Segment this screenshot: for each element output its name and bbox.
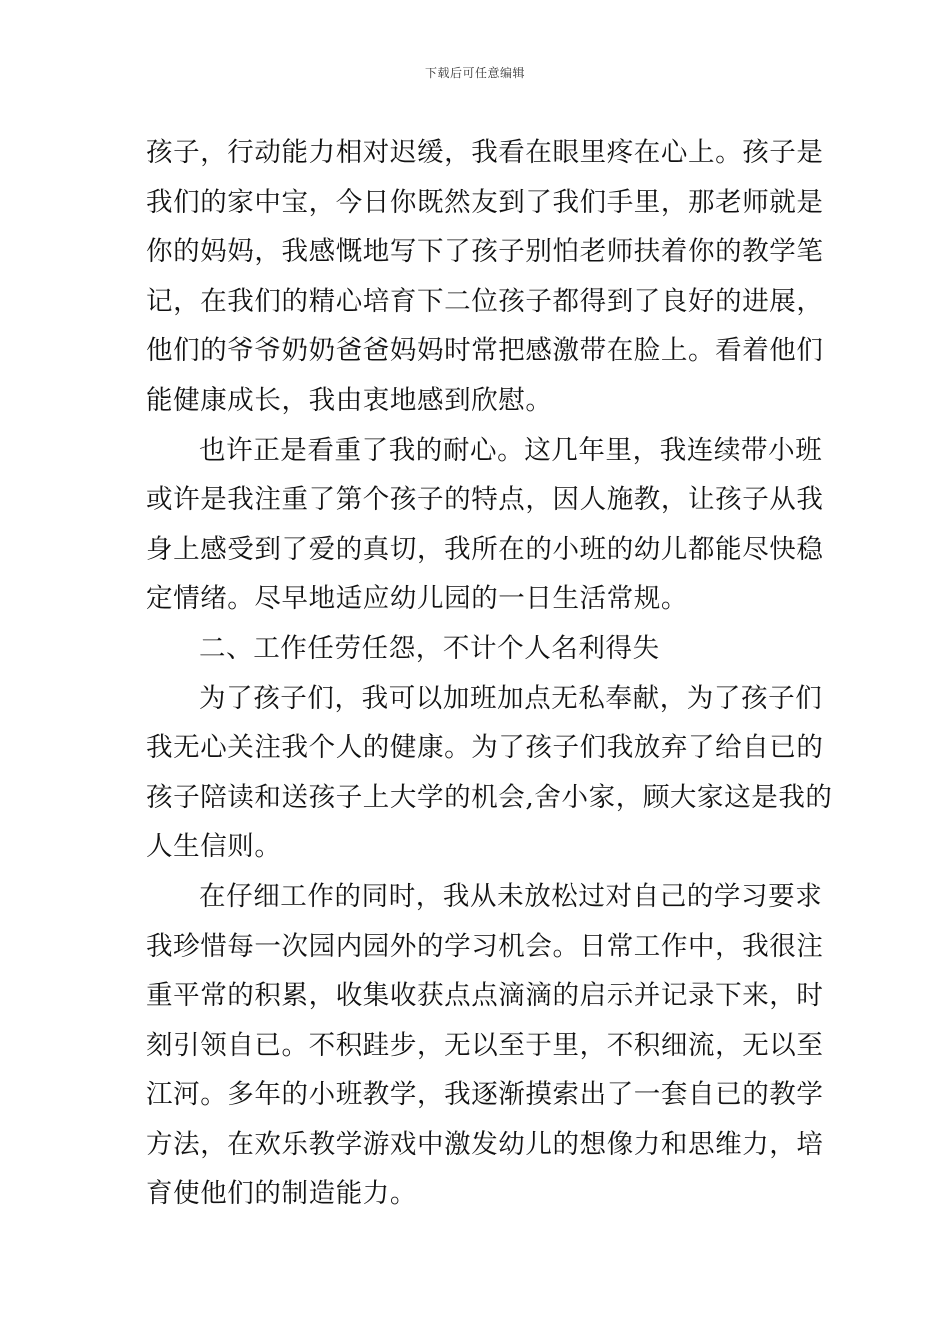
text-line: 育使他们的制造能力。 bbox=[146, 1178, 417, 1210]
text-line: 重平常的积累，收集收获点点滴滴的启示并记录下来，时 bbox=[146, 980, 824, 1012]
text-line: 他们的爷爷奶奶爸爸妈妈时常把感激带在脸上。看着他们 bbox=[146, 335, 824, 367]
text-line: 江河。多年的小班教学，我逐渐摸索出了一套自已的教学 bbox=[146, 1079, 824, 1111]
text-line: 我们的家中宝，今日你既然友到了我们手里，那老师就是 bbox=[146, 186, 824, 218]
text-line: 刻引领自已。不积跬步，无以至于里，不积细流，无以至 bbox=[146, 1029, 824, 1061]
text-line: 身上感受到了爱的真切，我所在的小班的幼儿都能尽快稳 bbox=[146, 533, 824, 565]
text-line: 我珍惜每一次园内园外的学习机会。日常工作中，我很注 bbox=[146, 930, 824, 962]
paragraph-start-line: 在仔细工作的同时，我从未放松过对自己的学习要求 bbox=[199, 880, 823, 912]
text-line: 孩子，行动能力相对迟缓，我看在眼里疼在心上。孩子是 bbox=[146, 137, 824, 168]
section-heading: 二、工作任劳任怨，不计个人名利得失 bbox=[199, 632, 660, 664]
text-line: 能健康成长，我由衷地感到欣慰。 bbox=[146, 384, 553, 416]
text-line: 我无心关注我个人的健康。为了孩子们我放弃了给自已的 bbox=[146, 732, 824, 764]
text-line: 你的妈妈，我感慨地写下了孩子别怕老师扶着你的教学笔 bbox=[146, 236, 824, 268]
header-note: 下载后可任意编辑 bbox=[424, 66, 525, 80]
text-line: 记，在我们的精心培育下二位孩子都得到了良好的进展， bbox=[146, 285, 824, 317]
text-line: 或许是我注重了第个孩子的特点，因人施教，让孩子从我 bbox=[146, 484, 824, 516]
paragraph-start-line: 也许正是看重了我的耐心。这几年里，我连续带小班 bbox=[199, 434, 823, 466]
paragraph-start-line: 为了孩子们，我可以加班加点无私奉献，为了孩子们 bbox=[199, 682, 823, 714]
document-body bbox=[146, 128, 833, 1219]
text-line: 定情绪。尽早地适应幼儿园的一日生活常规。 bbox=[146, 583, 688, 615]
text-line: 人生信则。 bbox=[146, 831, 282, 863]
text-line: 方法，在欢乐教学游戏中激发幼儿的想像力和思维力，培 bbox=[146, 1128, 824, 1160]
text-line: 孩子陪读和送孩子上大学的机会,舍小家，顾大家这是我的 bbox=[146, 781, 833, 813]
